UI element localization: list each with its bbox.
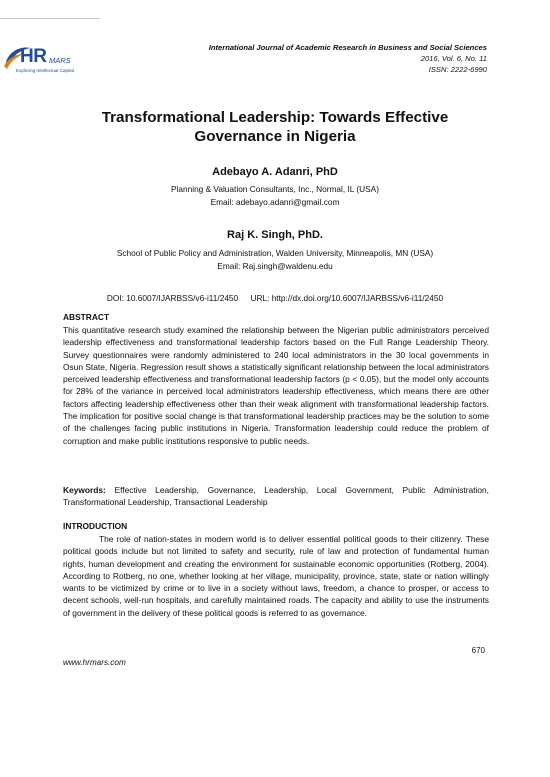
author-2-email: Email: Raj.singh@waldenu.edu [217, 261, 333, 271]
author-1-affiliation: Planning & Valuation Consultants, Inc., Normal, IL (USA) [171, 184, 379, 194]
doi-text[interactable]: DOI: 10.6007/IJARBSS/v6-i11/2450 [106, 293, 239, 303]
abstract-body: This quantitative research study examined the relationship between the Nigerian public administrators perceived leadership effectiveness and transformational leadership factors based on the Full Range Leadership Theory. Survey questionnaires were randomly administered to 240 local administrators in the 30 local governments in Osun State, Nigeria. Regression result shows a statistically significant relationship between the local administrators perceived leadership effectiveness and transformational leadership factors (p < 0.05), but the model only accounts for 28% of the variance in perceived local administrators leadership effectiveness, which means there are other factors affecting leadership effectiveness other than their weak alignment with transformational leadership factors. The implication for positive social change is that transformational leadership practices may be the solution to some of the challenges facing public institutions in Nigeria. Transformation leadership could reduce the problem of corruption and make public institutions responsive to public needs. [63, 325, 489, 446]
url-link[interactable]: URL: http://dx.doi.org/10.6007/IJARBSS/v6-i11/2450 [250, 293, 444, 303]
journal-name: International Journal of Academic Research in Business and Social Sciences [208, 43, 487, 52]
journal-header [209, 42, 487, 75]
hrmars-logo [4, 46, 104, 78]
journal-volume: 2016, Vol. 6, No. 11 [420, 54, 487, 63]
introduction-text: The role of nation-states in modern world is to deliver essential political goods to their citizenry. These political goods include but not limited to safety and security, rule of law and protection of fundamental human rights, human development and creating the environment for sustainable economic opportunities (Rotberg, 2004). According to Rotberg, no one, whether looking at her village, municipality, province, state, state or nation willingly wants to be victimized by crime or to live in a society without laws, freedom, a chance to prosper, or access to decent schools, well-run hospitals, and carefully maintained roads. The capacity and ability to use the instruments of government in the delivery of these political goods is referred to as governance. [63, 534, 489, 618]
author-2-affiliation: School of Public Policy and Administration, Walden University, Minneapolis, MN (USA) [116, 248, 434, 258]
keywords-label: Keywords: [63, 485, 106, 495]
author-2-name: Raj K. Singh, PhD. [227, 229, 323, 241]
doi-line [0, 293, 550, 303]
logo-suffix: MARS [49, 56, 71, 65]
keywords-block [63, 484, 489, 509]
journal-issn: ISSN: 2222-6990 [428, 65, 487, 74]
page-number: 670 [471, 646, 485, 655]
introduction-body [63, 533, 489, 619]
author-1-email: Email: adebayo.adanri@gmail.com [210, 197, 340, 207]
introduction-heading: INTRODUCTION [63, 521, 128, 531]
keywords-list: Effective Leadership, Governance, Leadership, Local Government, Public Administration, Transformational Leadership, Transactional Leadership [63, 485, 489, 508]
abstract-heading: ABSTRACT [63, 312, 110, 322]
title-line-2: Governance in Nigeria [194, 128, 356, 145]
logo-text: HR [20, 46, 47, 67]
title-line-1: Transformational Leadership: Towards Effective [101, 109, 449, 126]
paper-title [0, 108, 550, 146]
footer-website-link[interactable]: www.hrmars.com [63, 658, 126, 667]
author-1-name: Adebayo A. Adanri, PhD [212, 166, 338, 178]
header-rule [0, 18, 100, 19]
logo-tagline: Exploring Intellectual Capital [16, 68, 74, 73]
